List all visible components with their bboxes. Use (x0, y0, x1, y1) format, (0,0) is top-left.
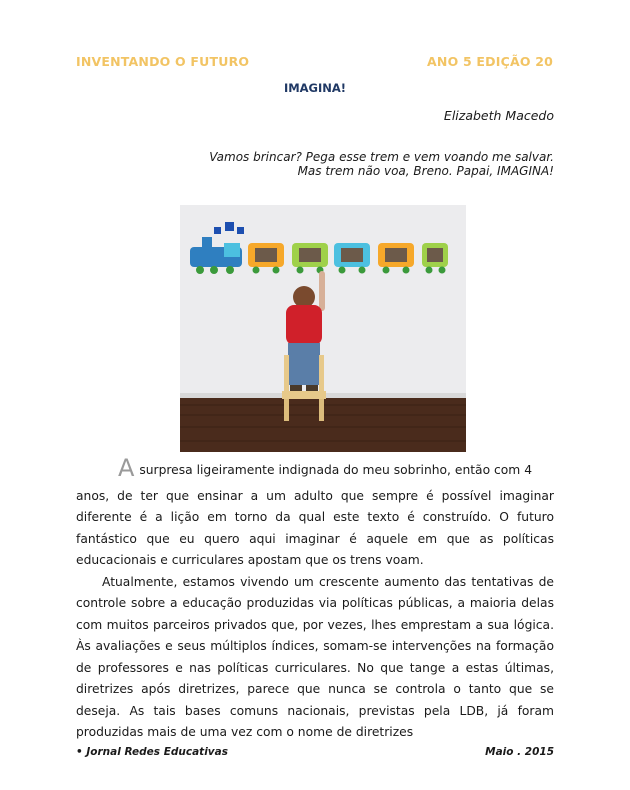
epigraph-line: Vamos brincar? Pega esse trem e vem voando me salvar. (209, 150, 554, 164)
article-photo (180, 205, 466, 452)
paragraph-first-line: surpresa ligeiramente indignada do meu sobrinho, então com 4 (135, 463, 533, 477)
footer-date: Maio . 2015 (485, 746, 554, 758)
journal-section-title: INVENTANDO O FUTURO (76, 54, 250, 69)
article-body (76, 454, 554, 744)
footer-publication: • Jornal Redes Educativas (76, 746, 228, 758)
paragraph-text: anos, de ter que ensinar a um adulto que sempre é possível imaginar diferente é a lição em torno da qual este texto é construído. O futuro fantástico que eu quero aqui imaginar é aquele em que as políticas educacionais e curriculares apostam que os trens voam. (76, 488, 554, 567)
article-author: Elizabeth Macedo (443, 108, 554, 123)
drop-cap: A (118, 454, 135, 482)
article-title: IMAGINA! (283, 81, 347, 95)
paragraph: Atualmente, estamos vivendo um crescente aumento das tentativas de controle sobre a educação produzidas via políticas públicas, a maioria delas com muitos parceiros privados que, por vezes, lhes emprestam a sua lógica. Às avaliações e seus múltiplos índices, somam-se intervenções na formação de professores e nas políticas curriculares. No que tange a estas últimas, diretrizes após diretrizes, parece que nunca se controla o tanto que se deseja. As tais bases comuns nacionais, previstas pela LDB, já foram produzidas mais de uma vez com o nome de diretrizes (76, 574, 554, 739)
paragraph (76, 454, 554, 572)
epigraph (209, 150, 554, 178)
epigraph-line: Mas trem não voa, Breno. Papai, IMAGINA! (297, 164, 554, 178)
issue-label: ANO 5 EDIÇÃO 20 (427, 54, 553, 69)
